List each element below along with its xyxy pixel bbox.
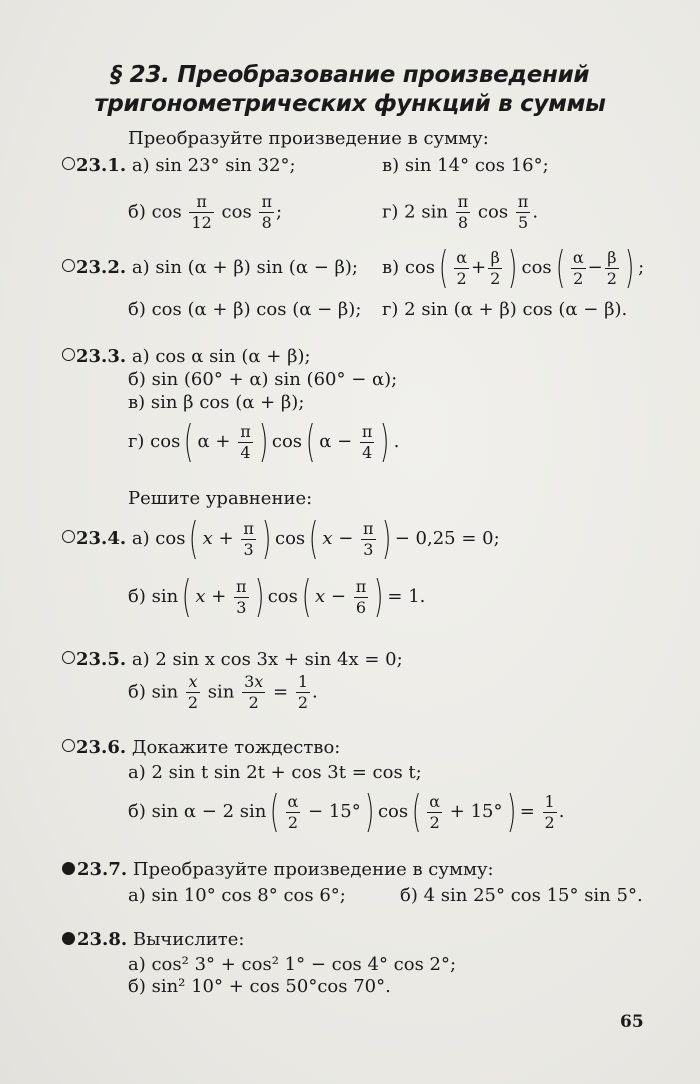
difficulty-circle-icon (62, 739, 75, 752)
exercise-23-8-b: б) sin² 10° + cos 50°cos 70°. (128, 976, 391, 997)
instruction-solve: Решите уравнение: (128, 488, 313, 509)
exercise-23-5-a: 23.5. а) 2 sin x cos 3x + sin 4x = 0; (62, 648, 403, 672)
exercise-23-3-b: б) sin (60° + α) sin (60° − α); (128, 369, 398, 390)
exercise-23-8: 23.8. Вычислите: (62, 928, 244, 952)
difficulty-circle-icon (62, 157, 75, 170)
exercise-23-6-b: б) sin α − 2 sin( $\frac{\alpha}{2}$ − 15°) cos( $\frac{\alpha}{2}$ + 15°) = $\frac{1}{2}$ . (128, 786, 565, 837)
exercise-23-2-v: в) cos( $\frac{\alpha}{2}$ + $\frac{\beta}{2}$ ) cos( $\frac{\alpha}{2}$ − $\frac{\beta}{2}$ ) ; (382, 242, 645, 293)
exercise-23-2-a: 23.2. а) sin (α + β) sin (α − β); (62, 256, 358, 280)
section-title: § 23. Преобразование произведений (110, 62, 590, 88)
exercise-23-4-b: б) sin( x + $\frac{\pi}{3}$ ) cos( x − $\frac{\pi}{6}$ ) = 1. (128, 571, 426, 622)
difficulty-circle-icon (62, 530, 75, 543)
exercise-23-2-g: г) 2 sin (α + β) cos (α − β). (382, 299, 628, 320)
exercise-23-6-a: а) 2 sin t sin 2t + cos 3t = cos t; (128, 762, 422, 783)
page-number: 65 (620, 1012, 644, 1032)
exercise-23-6: 23.6. Докажите тождество: (62, 736, 340, 760)
difficulty-dot-icon (62, 862, 75, 875)
exercise-23-3-v: в) sin β cos (α + β); (128, 392, 305, 413)
exercise-23-3-g: г) cos( α + $\frac{\pi}{4}$ ) cos( α − $\frac{\pi}{4}$ ) . (128, 416, 400, 467)
exercise-23-1-v: в) sin 14° cos 16°; (382, 155, 549, 176)
exercise-23-2-b: б) cos (α + β) cos (α − β); (128, 299, 362, 320)
exercise-23-4-a: 23.4. а) cos( x + $\frac{\pi}{3}$ ) cos( x − $\frac{\pi}{3}$ ) − 0,25 = 0; (62, 517, 500, 561)
exercise-23-5-b: б) sin $\frac{x}{2}$ sin $\frac{3x}{2}$ = $\frac{1}{2}$ . (128, 672, 318, 712)
exercise-23-7-b: б) 4 sin 25° cos 15° sin 5°. (400, 885, 643, 906)
section-title-line2: тригонометрических функций в суммы (94, 91, 606, 117)
instruction-transform: Преобразуйте произведение в сумму: (128, 128, 489, 149)
difficulty-circle-icon (62, 348, 75, 361)
difficulty-circle-icon (62, 259, 75, 272)
difficulty-dot-icon (62, 932, 75, 945)
exercise-23-1-b: б) cos $\frac{\pi}{12}$ cos $\frac{\pi}{8}$ ; (128, 192, 283, 232)
exercise-23-7: 23.7. Преобразуйте произведение в сумму: (62, 858, 494, 882)
exercise-23-8-a: а) cos² 3° + cos² 1° − cos 4° cos 2°; (128, 954, 457, 975)
exercise-23-3-a: 23.3. а) cos α sin (α + β); (62, 345, 311, 369)
exercise-23-1-a: 23.1. а) sin 23° sin 32°; (62, 154, 296, 178)
exercise-23-7-a: а) sin 10° cos 8° cos 6°; (128, 885, 346, 906)
exercise-23-1-g: г) 2 sin $\frac{\pi}{8}$ cos $\frac{\pi}{5}$ . (382, 192, 539, 232)
difficulty-circle-icon (62, 651, 75, 664)
